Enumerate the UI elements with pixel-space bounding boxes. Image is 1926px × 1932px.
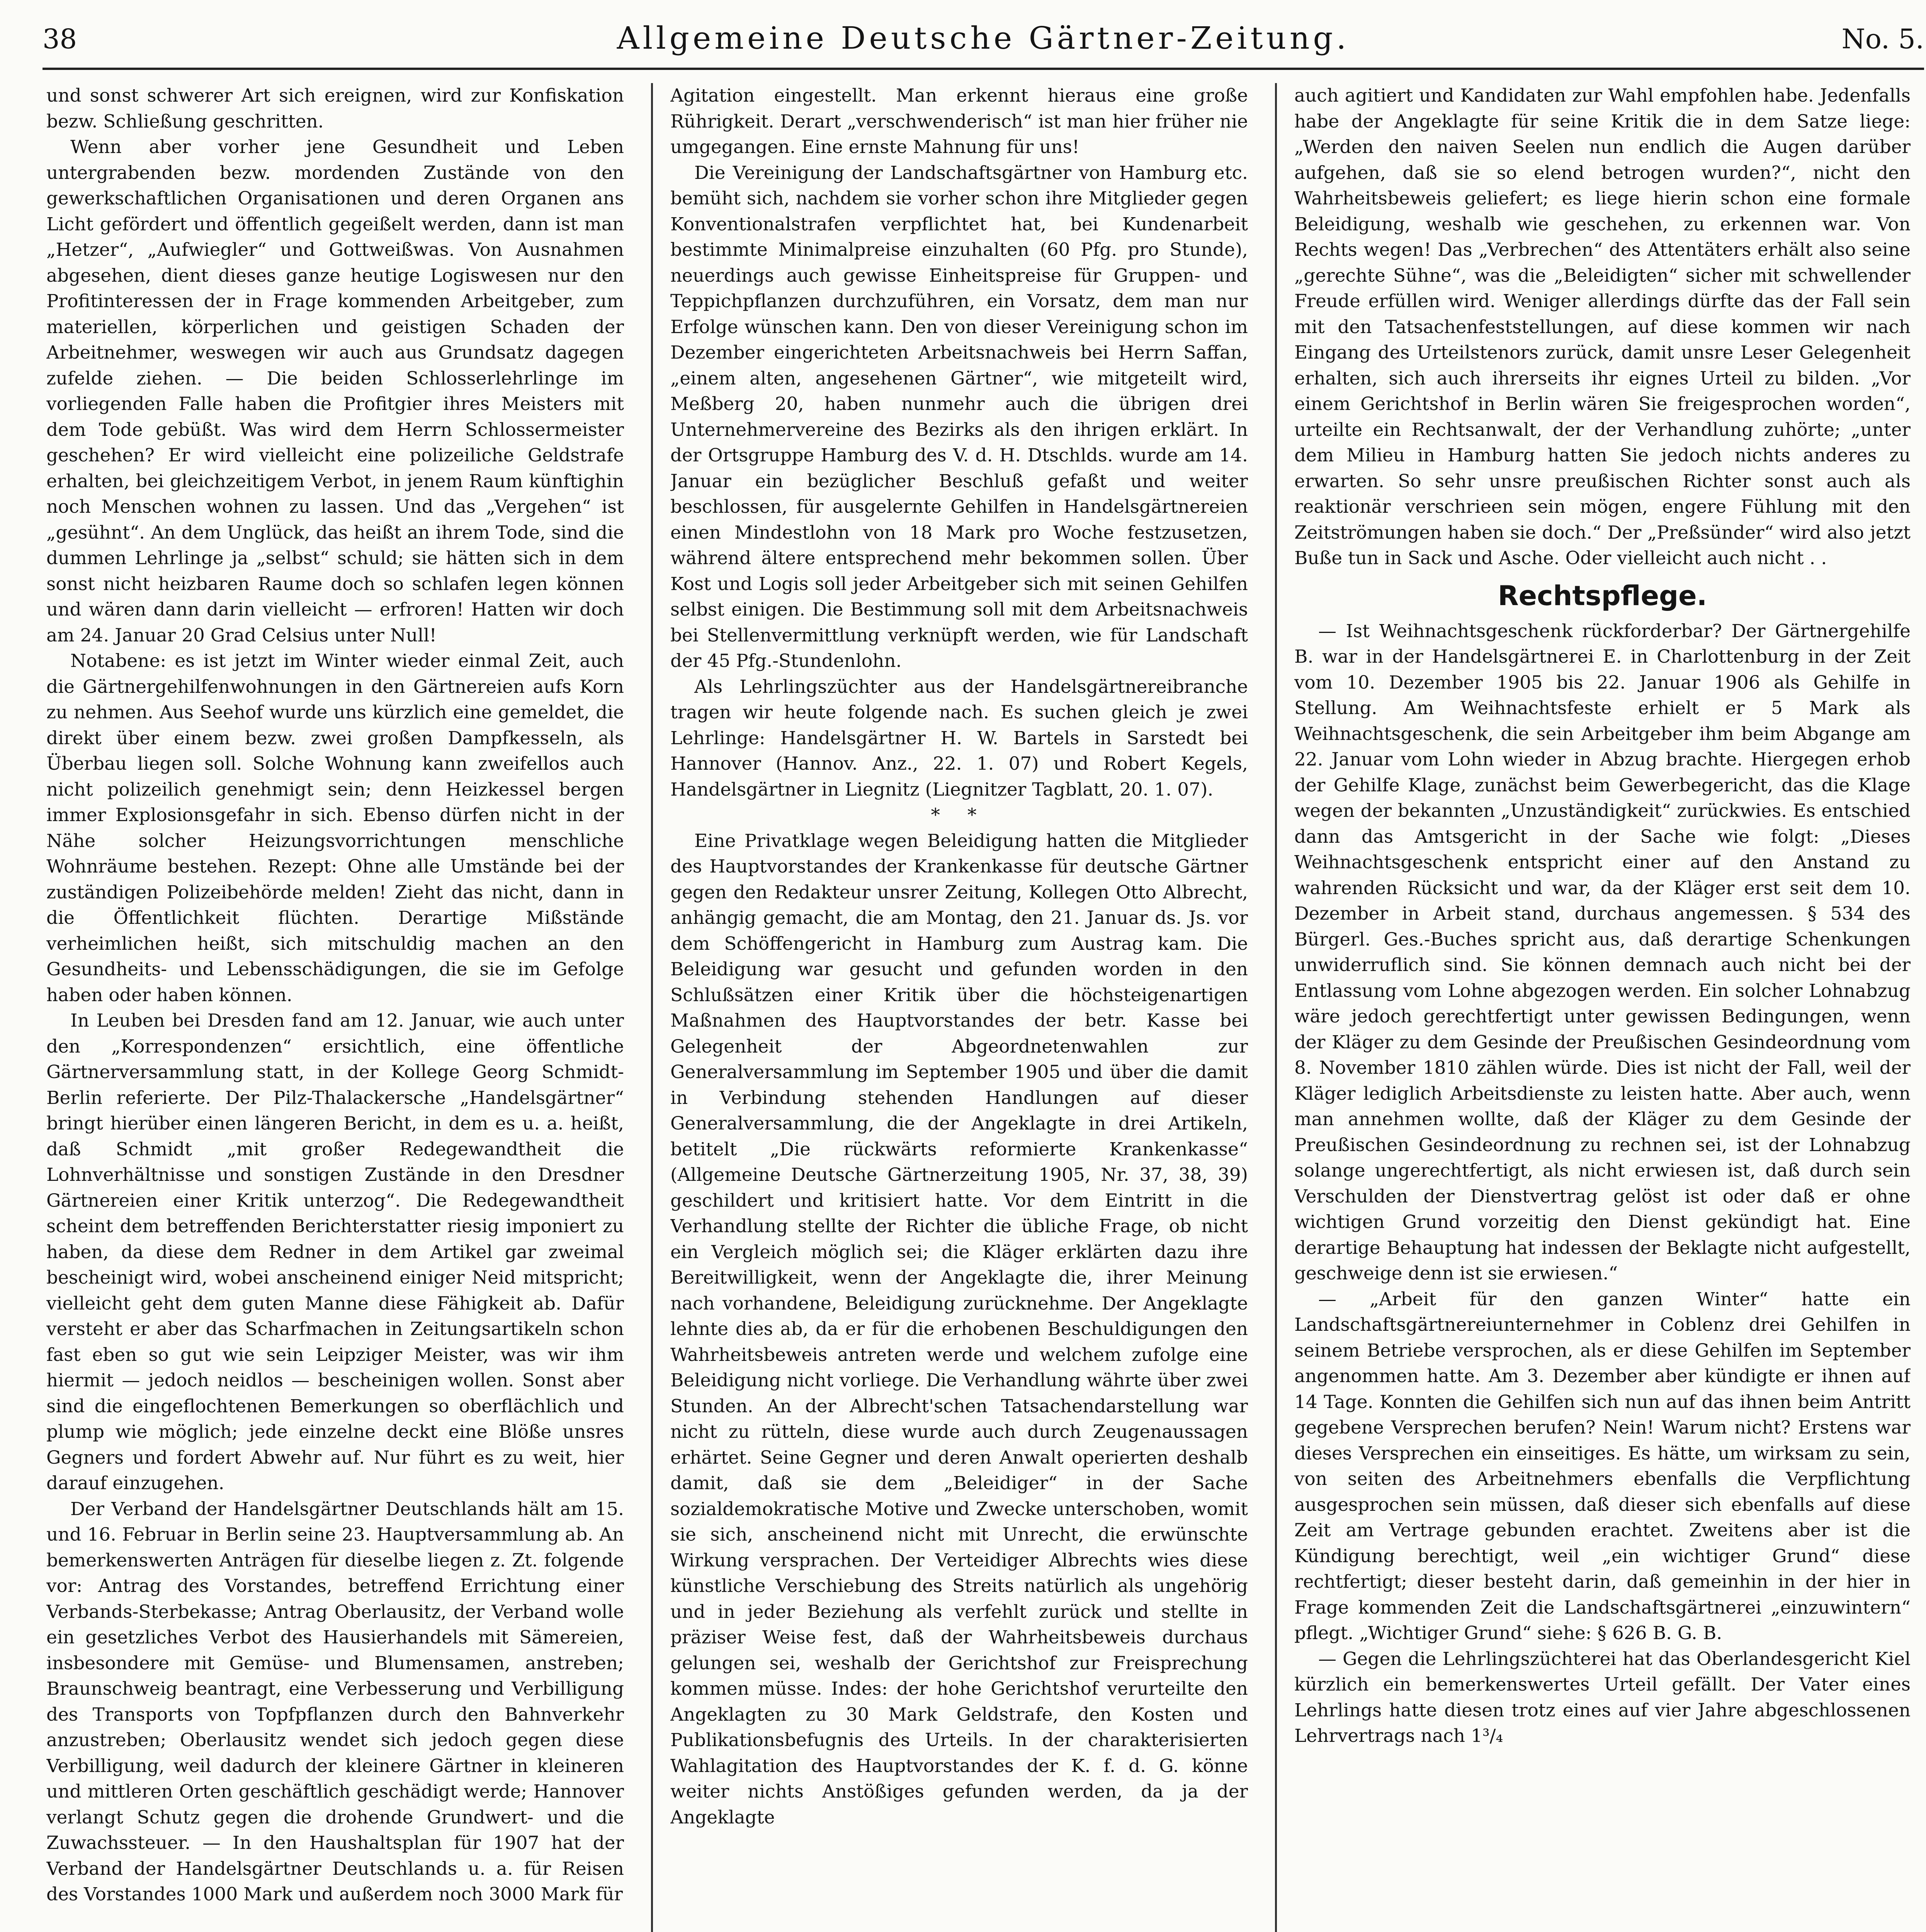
page-number: 38 [42, 23, 77, 55]
paragraph: Die Vereinigung der Landschaftsgärtner von Hamburg etc. bemüht sich, nachdem sie vorher schon ihre Mitglieder gegen Konventionalstrafen verpflichtet hat, bei Kundenarbeit bestimmte Minimalpreise einzuhalten (60 Pfg. pro Stunde), neuerdings auch gewisse Einheitspreise für Gruppen- und Teppichpflanzen durchzuführen, ein Vorsatz, dem man nur Erfolge wünschen kann. Den von dieser Vereinigung schon im Dezember eingerichteten Arbeitsnachweis bei Herrn Saffan, „einem alten, angesehenen Gärtner“, wie mitgeteilt wird, Meßberg 20, haben nunmehr auch die übrigen drei Unternehmervereine des Bezirks als den ihrigen erklärt. In der Ortsgruppe Hamburg des V. d. H. Dtschlds. wurde am 14. Januar ein bezüglicher Beschluß gefaßt und weiter beschlossen, für ausgelernte Gehilfen in Handelsgärtnereien einen Mindestlohn von 18 Mark pro Woche festzusetzen, während ältere entsprechend mehr bekommen sollen. Über Kost und Logis soll jeder Arbeitgeber sich mit seinen Gehilfen selbst einigen. Die Bestimmung soll mit dem Arbeitsnachweis bei Stellenvermittlung verknüpft werden, wie für Landschaft der 45 Pfg.-Stundenlohn. [670, 162, 1248, 672]
paragraph: auch agitiert und Kandidaten zur Wahl empfohlen habe. Jedenfalls habe der Angeklagte für seine Kritik die in dem Satze liege: „Werden den naiven Seelen nun endlich die Augen darüber aufgehen, daß sie so elend betrogen wurden?“, nicht den Wahrheitsbeweis geliefert; es liege hierin schon eine formale Beleidigung, weshalb wie geschehen, zu erkennen war. Von Rechts wegen! Das „Verbrechen“ des Attentäters erhält also seine „gerechte Sühne“, was die „Beleidigten“ sicher mit schwellender Freude erfüllen wird. Weniger allerdings dürfte das der Fall sein mit den Tatsachenfeststellungen, auf diese kommen wir nach Eingang des Urteilstenors zurück, damit unsre Leser Gelegenheit erhalten, sich auch ihrerseits ihr eignes Urteil zu bilden. „Vor einem Gerichtshof in Berlin wären Sie freigesprochen worden“, urteilte ein Rechtsanwalt, der der Verhandlung zuhörte; „unter dem Milieu in Hamburg hatten Sie jedoch nichts anderes zu erwarten. So sehr unsre preußischen Richter sonst auch als reaktionär verschrieen sein mögen, engere Fühlung mit den Zeitströmungen haben sie doch.“ Der „Preßsünder“ wird also jetzt Buße tun in Sack und Asche. Oder vielleicht auch nicht . . [1294, 85, 1911, 569]
issue-number: No. 5. [1841, 23, 1924, 55]
paragraph: Notabene: es ist jetzt im Winter wieder einmal Zeit, auch die Gärtnergehilfenwohnungen in den Gärtnereien aufs Korn zu nehmen. Aus Seehof wurde uns kürzlich eine gemeldet, die direkt über einem bezw. zwei großen Dampfkesseln, als Überbau liegen soll. Solche Wohnung kann zweifellos auch nicht polizeilich genehmigt sein; denn Heizkessel bergen immer Explosionsgefahr in sich. Ebenso dürfen nicht in der Nähe solcher Heizungsvorrichtungen menschliche Wohnräume bestehen. Rezept: Ohne alle Umstände bei der zuständigen Polizeibehörde melden! Zieht das nicht, dann in die Öffentlichkeit flüchten. Derartige Mißstände verheimlichen heißt, sich mitschuldig machen an den Gesundheits- und Lebensschädigungen, die sie im Gefolge haben oder haben können. [46, 650, 624, 1006]
paragraph: Eine Privatklage wegen Beleidigung hatten die Mitglieder des Hauptvorstandes der Krankenkasse für deutsche Gärtner gegen den Redakteur unsrer Zeitung, Kollegen Otto Albrecht, anhängig gemacht, die am Montag, den 21. Januar ds. Js. vor dem Schöffengericht in Hamburg zum Austrag kam. Die Beleidigung war gesucht und gefunden worden in den Schlußsätzen einer Kritik über die höchsteigenartigen Maßnahmen des Hauptvorstandes der betr. Kasse bei Gelegenheit der Abgeordnetenwahlen zur Generalversammlung im September 1905 und über die damit in Verbindung stehenden Handlungen auf dieser Generalversammlung, die der Angeklagte in drei Artikeln, betitelt „Die rückwärts reformierte Krankenkasse“ (Allgemeine Deutsche Gärtnerzeitung 1905, Nr. 37, 38, 39) geschildert und kritisiert hatte. Vor dem Eintritt in die Verhandlung stellte der Richter die übliche Frage, ob nicht ein Vergleich möglich sei; die Kläger erklärten dazu ihre Bereitwilligkeit, wenn der Angeklagte die, ihrer Meinung nach vorhandene, Beleidigung zurücknehme. Der Angeklagte lehnte dies ab, da er für die erhobenen Beschuldigungen den Wahrheitsbeweis antreten werde und welchem zufolge eine Beleidigung nicht vorliege. Die Verhandlung währte über zwei Stunden. An der Albrecht'schen Tatsachendarstellung war nicht zu rütteln, diese wurde auch durch Zeugenaussagen erhärtet. Seine Gegner und deren Anwalt operierten deshalb damit, daß sie dem „Beleidiger“ in der Sache sozialdemokratische Motive und Zwecke unterschoben, womit sie sich, anscheinend nicht mit Unrecht, die erwünschte Wirkung versprachen. Der Verteidiger Albrechts wies diese künstliche Verschiebung des Streits natürlich als ungehörig und in jeder Beziehung als verfehlt zurück und stellte in präziser Weise fest, daß der Wahrheitsbeweis durchaus gelungen sei, weshalb der Gerichtshof zur Freisprechung kommen müsse. Indes: der hohe Gerichtshof verurteilte den Angeklagten zu 30 Mark Geldstrafe, den Kosten und Publikationsbefugnis des Urteils. In der charakterisierten Wahlagitation des Hauptvorstandes der K. f. d. G. könne weiter nichts Anstößiges gefunden werden, da ja der Angeklagte [670, 830, 1248, 1828]
paragraph: Agitation eingestellt. Man erkennt hieraus eine große Rührigkeit. Derart „verschwenderisch“ ist man hier früher nie umgegangen. Eine ernste Mahnung für uns! [670, 85, 1248, 158]
paragraph: Der Verband der Handelsgärtner Deutschlands hält am 15. und 16. Februar in Berlin seine 23. Hauptversammlung ab. An bemerkenswerten Anträgen für dieselbe liegen z. Zt. folgende vor: Antrag des Vorstandes, betreffend Errichtung einer Verbands-Sterbekasse; Antrag Oberlausitz, der Verband wolle ein gesetzliches Verbot des Hausierhandels mit Sämereien, insbesondere mit Gemüse- und Blumensamen, anstreben; Braunschweig beantragt, eine Verbesserung und Verbilligung des Transports von Topfpflanzen durch den Bahnverkehr anzustreben; Oberlausitz wendet sich jedoch gegen diese Verbilligung, weil dadurch der kleinere Gärtner in kleineren und mittleren Orten geschäftlich geschädigt werde; Hannover verlangt Schutz gegen die drohende Grundwert- und die Zuwachssteuer. — In den Haushaltsplan für 1907 hat der Verband der Handelsgärtner Deutschlands u. a. für Reisen des Vorstandes 1000 Mark und außerdem noch 3000 Mark für [46, 1498, 624, 1905]
paragraph: Wenn aber vorher jene Gesundheit und Leben untergrabenden bezw. mordenden Zustände von den gewerkschaftlichen Organisationen und deren Organen ans Licht gefördert und öffentlich gegeißelt werden, dann ist man „Hetzer“, „Aufwiegler“ und Gottweißwas. Von Ausnahmen abgesehen, dient dieses ganze heutige Logiswesen nur den Profitinteressen der in Frage kommenden Arbeitgeber, zum materiellen, körperlichen und geistigen Schaden der Arbeitnehmer, weswegen wir auch aus Grundsatz dagegen zufelde ziehen. — Die beiden Schlosserlehrlinge im vorliegenden Falle haben die Profitgier ihres Meisters mit dem Tode gebüßt. Was wird dem Herrn Schlossermeister geschehen? Er wird vielleicht eine polizeiliche Geldstrafe erhalten, bei gleichzeitigem Verbot, in jenem Raum künftighin noch Menschen wohnen zu lassen. Und das „Vergehen“ ist „gesühnt“. An dem Unglück, das heißt an ihrem Tode, sind die dummen Lehrlinge ja „selbst“ schuld; sie hätten sich in dem sonst nicht heizbaren Raume doch so schlafen legen können und wären dann darin vielleicht — erfroren! Hatten wir doch am 24. Januar 20 Grad Celsius unter Null! [46, 136, 624, 646]
column-divider [1275, 83, 1277, 1932]
header-rule [42, 68, 1924, 70]
section-heading: Rechtspflege. [1498, 580, 1707, 612]
paragraph: — „Arbeit für den ganzen Winter“ hatte ein Landschaftsgärtnereiunternehmer in Coblenz drei Gehilfen in seinem Betriebe versprochen, als er diese Gehilfen im September angenommen hatte. Am 3. Dezember aber kündigte er ihnen auf 14 Tage. Konnten die Gehilfen sich nun auf das ihnen beim Antritt gegebene Versprechen berufen? Nein! Warum nicht? Erstens war dieses Versprechen ein einseitiges. Es hätte, um wirksam zu sein, von seiten des Arbeitnehmers ebenfalls die Verpflichtung ausgesprochen sein müssen, daß dieser sich ebenfalls auf diese Zeit am Vertrage gebunden erachtet. Zweitens aber ist die Kündigung berechtigt, weil „ein wichtiger Grund“ diese rechtfertigt; dieser besteht darin, daß gemeinhin in der hier in Frage kommenden Zeit die Landschaftsgärtnerei „einzuwintern“ pflegt. „Wichtiger Grund“ siehe: § 626 B. G. B. [1294, 1288, 1911, 1644]
column-2 [670, 83, 1248, 1932]
paragraph: In Leuben bei Dresden fand am 12. Januar, wie auch unter den „Korrespondenzen“ ersichtlich, eine öffentliche Gärtnerversammlung statt, in der Kollege Georg Schmidt-Berlin referierte. Der Pilz-Thalackersche „Handelsgärtner“ bringt hierüber einen längeren Bericht, in dem es u. a. heißt, daß Schmidt „mit großer Redegewandtheit die Lohnverhältnisse und sonstigen Zustände in den Dresdner Gärtnereien einer Kritik unterzog“. Die Redegewandtheit scheint dem betreffenden Berichterstatter riesig imponiert zu haben, da diese dem Redner in dem Artikel gar zweimal bescheinigt wird, wobei anscheinend einiger Neid mitspricht; vielleicht geht dem guten Manne diese Fähigkeit ab. Dafür versteht er aber das Scharfmachen in Zeitungsartikeln schon fast eben so gut wie sein Leipziger Meister, was wir ihm hiermit — jedoch neidlos — bescheinigen wollen. Sonst aber sind die eingeflochtenen Bemerkungen so oberflächlich und plump wie möglich; jede einzelne deckt eine Blöße unsres Gegners und fordert Abwehr auf. Nur führt es zu weit, hier darauf einzugehen. [46, 1010, 624, 1494]
paragraph: — Ist Weihnachtsgeschenk rückforderbar? Der Gärtnergehilfe B. war in der Handelsgärtnerei E. in Charlottenburg in der Zeit vom 10. Dezember 1905 bis 22. Januar 1906 als Gehilfe in Stellung. Am Weihnachtsfeste erhielt er 5 Mark als Weihnachtsgeschenk, die sein Arbeitgeber ihm beim Abgange am 22. Januar vom Lohn wieder in Abzug brachte. Hiergegen erhob der Gehilfe Klage, zunächst beim Gewerbegericht, das die Klage wegen der bekannten „Unzuständigkeit“ zurückwies. Es entschied dann das Amtsgericht in der Sache wie folgt: „Dieses Weihnachtsgeschenk entspricht einer auf den Anstand zu wahrenden Rücksicht und war, da der Kläger erst seit dem 10. Dezember in Arbeit stand, durchaus angemessen. § 534 des Bürgerl. Ges.-Buches spricht aus, daß derartige Schenkungen unwiderruflich sind. Sie können demnach auch nicht bei der Entlassung vom Lohne abgezogen werden. Ein solcher Lohnabzug wäre jedoch gerechtfertigt unter gewissen Bedingungen, wenn der Kläger zu dem Gesinde der Preußischen Gesindeordnung vom 8. November 1810 zählen würde. Dies ist nicht der Fall, weil der Kläger lediglich Arbeitsdienste zu leisten hatte. Aber auch, wenn man annehmen wollte, daß der Kläger zu dem Gesinde der Preußischen Gesindeordnung zu rechnen sei, ist der Lohnabzug solange ungerechtfertigt, als nicht erwiesen ist, daß durch sein Verschulden der Dienstvertrag gelöst ist oder daß er ohne wichtigen Grund vorzeitig den Dienst gekündigt hat. Eine derartige Behauptung hat indessen der Beklagte nicht aufgestellt, geschweige denn ist sie erwiesen.“ [1294, 620, 1911, 1284]
column-1 [46, 83, 624, 1932]
paragraph: Als Lehrlingszüchter aus der Handelsgärtnereibranche tragen wir heute folgende nach. Es suchen gleich je zwei Lehrlinge: Handelsgärtner H. W. Bartels in Sarstedt bei Hannover (Hannov. Anz., 22. 1. 07) und Robert Kegels, Handelsgärtner in Liegnitz (Liegnitzer Tagblatt, 20. 1. 07). [670, 676, 1248, 800]
section-separator: * * [931, 804, 988, 826]
paragraph: — Gegen die Lehrlingszüchterei hat das Oberlandesgericht Kiel kürzlich ein bemerkenswertes Urteil gefällt. Der Vater eines Lehrlings hatte diesen trotz eines auf vier Jahre abgeschlossenen Lehrvertrags nach 1³/₄ [1294, 1648, 1911, 1747]
newspaper-title: Allgemeine Deutsche Gärtner-Zeitung. [617, 20, 1350, 56]
column-divider [651, 83, 653, 1932]
column-3 [1294, 83, 1911, 1932]
page-header [42, 15, 1924, 66]
paragraph: und sonst schwerer Art sich ereignen, wird zur Konfiskation bezw. Schließung geschritten. [46, 85, 624, 132]
